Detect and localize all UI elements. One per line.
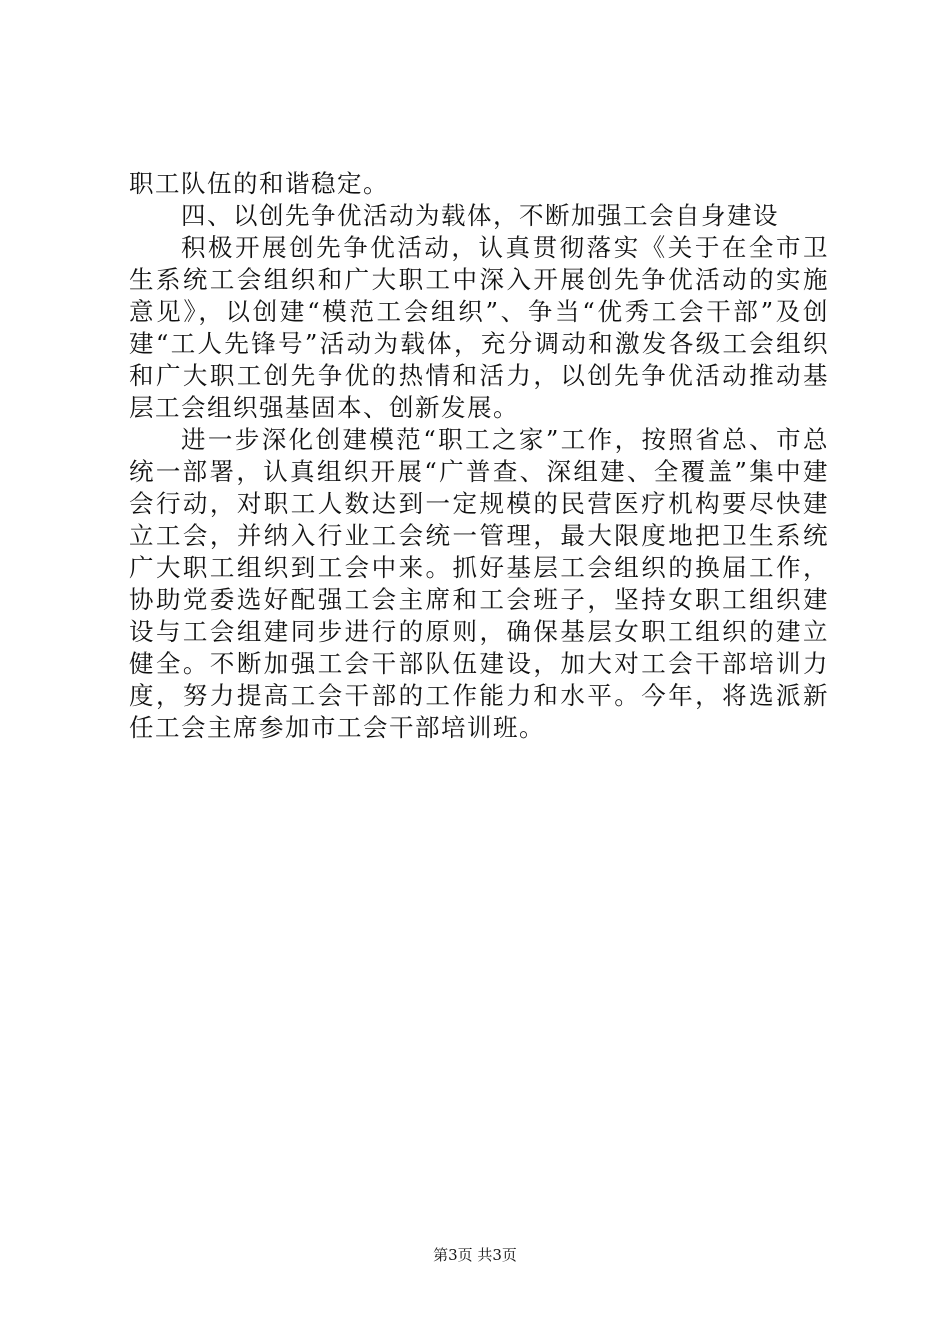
paragraph-continuation: 职工队伍的和谐稳定。 <box>129 169 389 198</box>
paragraph-workers-home: 进一步深化创建模范“职工之家”工作，按照省总、市总统一部署，认真组织开展“广普查、深组建、全覆盖”集中建会行动，对职工人数达到一定规模的民营医疗机构要尽快建立工会，并纳入行业工会统一管理，最大限度地把卫生系统广大职工组织到工会中来。抓好基层工会组织的换届工作，协助党委选好配强工会主席和工会班子，坚持女职工组织建设与工会组建同步进行的原则，确保基层女职工组织的建立健全。不断加强工会干部队伍建设，加大对工会干部培训力度，努力提高工会干部的工作能力和水平。今年，将选派新任工会主席参加市工会干部培训班。 <box>129 425 829 742</box>
document-body <box>129 168 829 744</box>
paragraph-activities: 积极开展创先争优活动，认真贯彻落实《关于在全市卫生系统工会组织和广大职工中深入开展创先争优活动的实施意见》，以创建“模范工会组织”、争当“优秀工会干部”及创建“工人先锋号”活动为载体，充分调动和激发各级工会组织和广大职工创先争优的热情和活力，以创先争优活动推动基层工会组织强基固本、创新发展。 <box>129 233 829 422</box>
page-footer: 第3页 共3页 <box>433 1246 517 1264</box>
section-heading: 四、以创先争优活动为载体，不断加强工会自身建设 <box>181 201 779 230</box>
